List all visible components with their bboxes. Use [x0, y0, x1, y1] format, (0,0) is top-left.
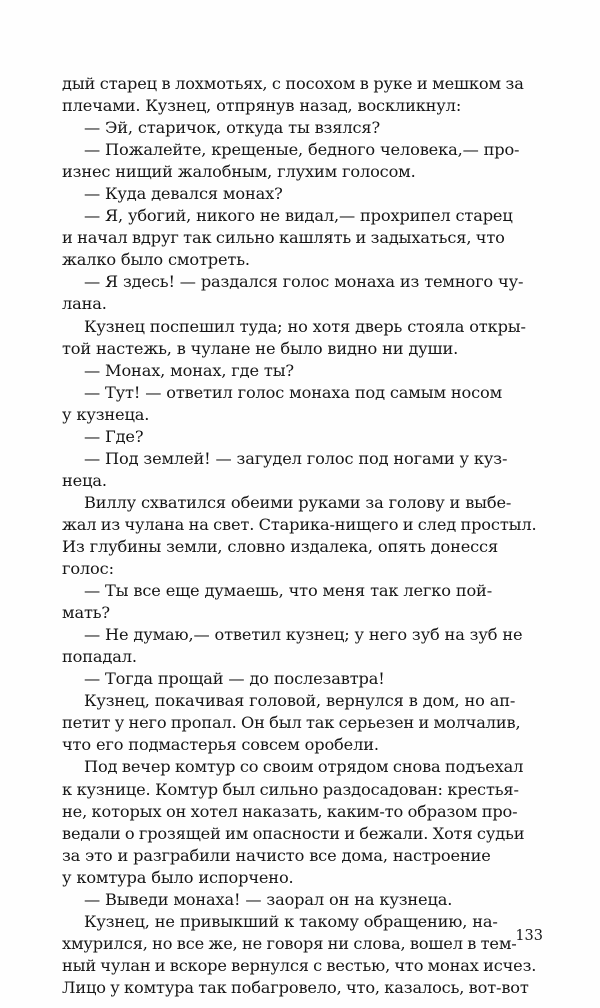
text-line: — Ты все еще думаешь, что меня так легко пой-: [84, 581, 493, 601]
text-line: Кузнец, покачивая головой, вернулся в дом, но ап-: [84, 691, 516, 711]
text-line: — Я, убогий, никого не видал,— прохрипел старец: [84, 206, 513, 226]
text-line: петит у него пропал. Он был так серьезен и молчалив,: [62, 713, 521, 733]
text-line: — Выведи монаха! — заорал он на кузнеца.: [84, 889, 453, 909]
text-line: и начал вдруг так сильно кашлять и задыхаться, что: [62, 228, 505, 248]
text-line: попадал.: [62, 647, 137, 667]
text-line: дый старец в лохмотьях, с посохом в руке и мешком за: [62, 74, 524, 93]
text-line: Лицо у комтура так побагровело, что, казалось, вот-вот: [62, 977, 529, 997]
text-line: — Тут! — ответил голос монаха под самым носом: [84, 382, 503, 402]
text-line: — Монах, монах, где ты?: [84, 360, 294, 380]
text-line: мать?: [62, 603, 110, 623]
text-line: Кузнец, не привыкший к такому обращению, на-: [84, 911, 498, 931]
text-line: за это и разграбили начисто все дома, настроение: [62, 845, 491, 865]
text-line: Из глубины земли, словно издалека, опять донесся: [62, 536, 499, 556]
text-line: — Эй, старичок, откуда ты взялся?: [84, 118, 381, 138]
body-text: [62, 73, 544, 999]
text-line: хмурился, но все же, не говоря ни слова, вошел в тем-: [62, 933, 517, 953]
text-line: — Куда девался монах?: [84, 184, 283, 204]
text-line: — Тогда прощай — до послезавтра!: [84, 669, 385, 689]
text-line: Кузнец поспешил туда; но хотя дверь стояла откры-: [84, 316, 526, 336]
text-line: что его подмастерья совсем оробели.: [62, 735, 379, 755]
text-line: Виллу схватился обеими руками за голову и выбе-: [84, 492, 512, 512]
text-line: — Я здесь! — раздался голос монаха из темного чу-: [84, 272, 524, 292]
text-line: ведали о грозящей им опасности и бежали. Хотя судьи: [62, 823, 525, 843]
text-line: лана.: [62, 294, 107, 314]
text-line: изнес нищий жалобным, глухим голосом.: [62, 162, 416, 182]
text-line: плечами. Кузнец, отпрянув назад, воскликнул:: [62, 96, 462, 116]
text-line: ный чулан и вскоре вернулся с вестью, что монах исчез.: [62, 955, 537, 975]
text-line: — Под землей! — загудел голос под ногами у куз-: [84, 448, 508, 468]
text-line: — Пожалейте, крещеные, бедного человека,— про-: [84, 140, 520, 160]
text-line: той настежь, в чулане не было видно ни души.: [62, 338, 459, 358]
text-line: не, которых он хотел наказать, каким-то образом про-: [62, 801, 518, 821]
text-line: к кузнице. Комтур был сильно раздосадован: крестья-: [62, 779, 519, 799]
text-line: голос:: [62, 559, 114, 579]
text-line: — Где?: [84, 426, 144, 446]
text-line: жалко было смотреть.: [62, 250, 250, 270]
text-line: у комтура было испорчено.: [62, 867, 294, 887]
text-line: — Не думаю,— ответил кузнец; у него зуб на зуб не: [84, 625, 523, 645]
text-line: жал из чулана на свет. Старика-нищего и след простыл.: [62, 514, 537, 534]
text-line: Под вечер комтур со своим отрядом снова подъехал: [84, 757, 524, 777]
text-line: у кузнеца.: [62, 404, 150, 424]
page-number: 133: [515, 928, 543, 944]
text-line: неца.: [62, 470, 107, 490]
